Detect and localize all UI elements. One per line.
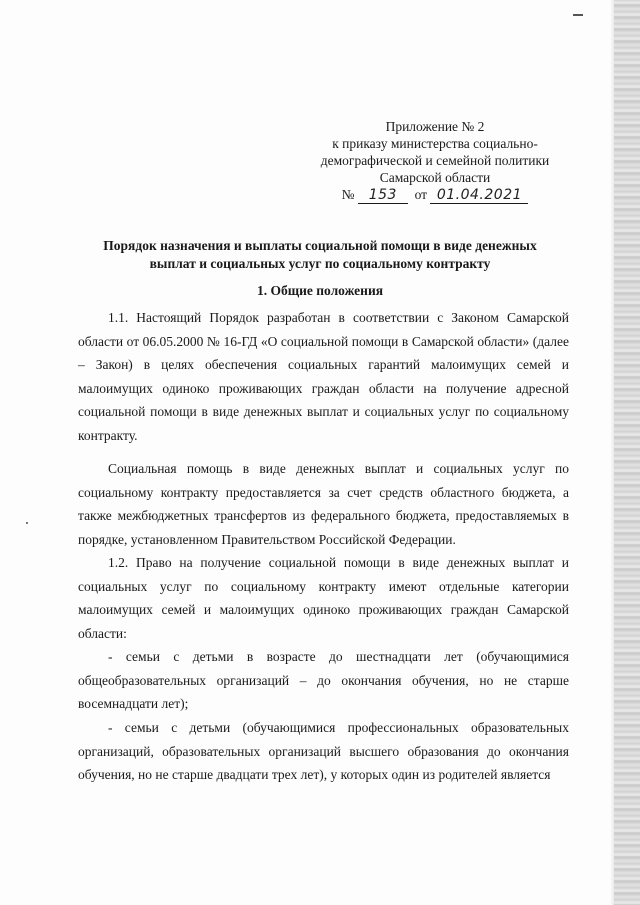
document-title — [60, 237, 580, 273]
list-item-text: - семьи с детьми в возрасте до шестнадцати лет (обучающимися общеобразовательных организаций – до окончания обучения, но не старше восемнадцати лет); — [78, 649, 569, 711]
paragraph — [78, 551, 569, 645]
list-item-text: - семьи с детьми (обучающимися профессиональных образовательных организаций, образовательных организаций высшего образования до окончания обучения, но не старше двадцати трех лет), у которых один из родителей является — [78, 720, 569, 782]
appendix-line: Приложение № 2 — [385, 119, 485, 134]
title-line: Порядок назначения и выплаты социальной помощи в виде денежных — [103, 238, 537, 253]
appendix-line: к приказу министерства социально- — [332, 136, 538, 151]
paragraph-text: Социальная помощь в виде денежных выплат и социальных услуг по социальному контракту предоставляется за счет средств областного бюджета, а также межбюджетных трансфертов из федерального бюджета, предоставляемых в порядке, установленном Правительством Российской Федерации. — [78, 461, 569, 547]
list-item — [78, 645, 569, 716]
scan-edge — [614, 0, 640, 905]
appendix-block — [290, 118, 580, 204]
scan-dot — [26, 522, 28, 524]
list-item — [78, 716, 569, 787]
paragraph — [78, 306, 569, 447]
order-number-value: 153 — [358, 188, 408, 204]
scan-edge-shadow — [610, 0, 614, 905]
appendix-line: Самарской области — [379, 170, 491, 185]
order-reference — [290, 186, 580, 204]
section-heading: 1. Общие положения — [256, 283, 384, 298]
scan-mark — [573, 14, 583, 16]
paragraph-text: 1.2. Право на получение социальной помощи в виде денежных выплат и социальных услуг по социальному контракту имеют отдельные категории малоимущих семей и малоимущих одиноко проживающих граждан Самарской области: — [78, 555, 569, 641]
appendix-line: демографической и семейной политики — [320, 153, 550, 168]
order-date-label: от — [414, 187, 428, 202]
order-number-label: № — [341, 187, 355, 202]
order-date-value: 01.04.2021 — [430, 188, 528, 204]
paragraph — [78, 457, 569, 551]
title-line: выплат и социальных услуг по социальному контракту — [149, 256, 491, 271]
paragraph-text: 1.1. Настоящий Порядок разработан в соответствии с Законом Самарской области от 06.05.2000 № 16-ГД «О социальной помощи в Самарской области» (далее – Закон) в целях обеспечения социальных гарантий малоимущих семей и малоимущих одиноко проживающих граждан области на получение адресной социальной помощи в виде денежных выплат и социальных услуг по социальному контракту. — [78, 310, 569, 443]
